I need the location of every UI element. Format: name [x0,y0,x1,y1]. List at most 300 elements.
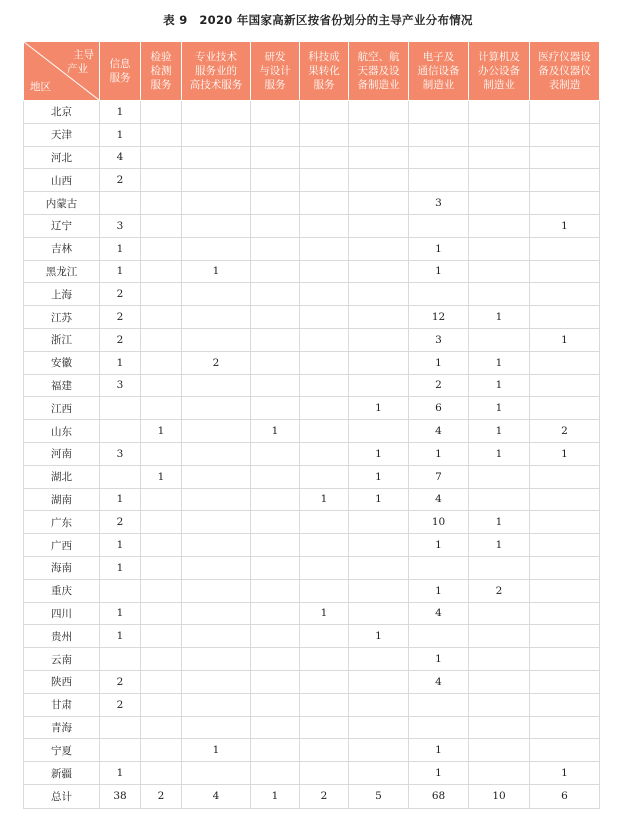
value-cell [141,306,182,329]
value-cell [251,488,300,511]
province-cell: 宁夏 [24,739,100,762]
total-row [24,784,600,808]
value-cell: 68 [409,784,469,808]
value-cell [469,762,530,785]
value-cell [141,556,182,579]
value-cell [251,374,300,397]
value-cell: 2 [100,169,141,192]
value-cell [251,670,300,693]
value-cell [141,214,182,237]
value-cell: 1 [141,420,182,443]
value-cell [251,556,300,579]
value-cell: 1 [100,237,141,260]
province-cell: 陕西 [24,670,100,693]
value-cell [300,420,349,443]
value-cell [349,534,409,557]
table-row [24,625,600,648]
value-cell [300,101,349,124]
value-cell [409,556,469,579]
table-row [24,306,600,329]
value-cell [409,283,469,306]
value-cell: 1 [409,351,469,374]
value-cell [141,192,182,215]
value-cell [141,328,182,351]
value-cell [251,534,300,557]
value-cell: 7 [409,465,469,488]
value-cell [251,283,300,306]
value-cell: 1 [349,442,409,465]
value-cell [300,283,349,306]
corner-industry-label [67,48,94,76]
column-header-line: 服务 [150,79,172,91]
value-cell: 38 [100,784,141,808]
value-cell [251,739,300,762]
value-cell [469,488,530,511]
value-cell [530,670,600,693]
table-row [24,420,600,443]
value-cell [251,169,300,192]
value-cell [349,374,409,397]
corner-industry-line2: 产业 [67,63,88,75]
value-cell [182,101,251,124]
value-cell: 1 [469,534,530,557]
column-header-line: 制造业 [483,79,515,91]
value-cell: 10 [469,784,530,808]
total-label: 总计 [24,784,100,808]
value-cell [349,306,409,329]
province-cell: 天津 [24,123,100,146]
value-cell: 1 [409,739,469,762]
value-cell [300,693,349,716]
value-cell: 2 [182,351,251,374]
table-row [24,602,600,625]
value-cell: 1 [100,556,141,579]
column-header-line: 制造业 [422,79,455,91]
value-cell: 4 [182,784,251,808]
table-row [24,169,600,192]
value-cell [182,123,251,146]
value-cell [530,511,600,534]
value-cell: 1 [469,442,530,465]
value-cell: 1 [469,374,530,397]
value-cell [469,648,530,671]
value-cell [349,670,409,693]
value-cell: 1 [300,602,349,625]
value-cell [300,397,349,420]
value-cell [141,648,182,671]
value-cell [251,625,300,648]
corner-region-label: 地区 [30,81,51,93]
value-cell [530,602,600,625]
value-cell: 12 [409,306,469,329]
value-cell [182,237,251,260]
column-header-6 [409,42,469,101]
table-row [24,488,600,511]
value-cell [141,762,182,785]
value-cell [100,579,141,602]
value-cell [251,397,300,420]
value-cell: 1 [349,397,409,420]
value-cell: 1 [469,420,530,443]
value-cell [530,146,600,169]
value-cell [349,101,409,124]
table-row [24,693,600,716]
value-cell [100,739,141,762]
table-row [24,648,600,671]
value-cell: 1 [530,214,600,237]
value-cell [300,192,349,215]
value-cell [141,260,182,283]
value-cell [251,306,300,329]
value-cell [300,534,349,557]
table-row [24,739,600,762]
value-cell [251,693,300,716]
value-cell [469,716,530,739]
value-cell: 3 [100,374,141,397]
value-cell [141,146,182,169]
value-cell [251,237,300,260]
value-cell: 2 [100,511,141,534]
value-cell [141,397,182,420]
value-cell: 1 [409,534,469,557]
value-cell [141,693,182,716]
table-row [24,123,600,146]
table-row [24,260,600,283]
value-cell [141,351,182,374]
province-cell: 黑龙江 [24,260,100,283]
column-header-2 [182,42,251,101]
corner-industry-line1: 主导 [73,49,94,61]
value-cell [182,693,251,716]
value-cell: 1 [182,260,251,283]
province-cell: 浙江 [24,328,100,351]
value-cell: 1 [100,602,141,625]
value-cell [251,101,300,124]
value-cell [141,374,182,397]
value-cell [141,739,182,762]
value-cell [530,101,600,124]
value-cell [100,716,141,739]
value-cell [300,306,349,329]
column-header-4 [300,42,349,101]
value-cell [349,648,409,671]
value-cell [300,442,349,465]
value-cell [409,169,469,192]
province-cell: 贵州 [24,625,100,648]
value-cell [409,693,469,716]
province-cell: 湖南 [24,488,100,511]
value-cell [100,648,141,671]
value-cell [100,397,141,420]
value-cell [349,260,409,283]
value-cell [182,670,251,693]
province-cell: 安徽 [24,351,100,374]
province-cell: 江苏 [24,306,100,329]
value-cell: 1 [100,534,141,557]
value-cell [469,123,530,146]
province-cell: 甘肃 [24,693,100,716]
value-cell [349,579,409,602]
value-cell [300,146,349,169]
value-cell [251,465,300,488]
value-cell [251,123,300,146]
province-cell: 河南 [24,442,100,465]
table-row [24,442,600,465]
value-cell [530,283,600,306]
value-cell: 3 [100,442,141,465]
value-cell [251,146,300,169]
value-cell [300,328,349,351]
value-cell: 1 [251,420,300,443]
column-header-line: 表制造 [548,79,581,91]
value-cell [530,374,600,397]
value-cell [409,146,469,169]
value-cell [530,625,600,648]
column-header-line: 服务 [109,72,131,84]
value-cell [182,306,251,329]
table-row [24,283,600,306]
province-cell: 内蒙古 [24,192,100,215]
value-cell [409,625,469,648]
value-cell: 5 [349,784,409,808]
value-cell [300,260,349,283]
table-row [24,237,600,260]
value-cell: 2 [100,670,141,693]
value-cell: 1 [300,488,349,511]
value-cell [141,283,182,306]
value-cell [141,488,182,511]
value-cell [469,625,530,648]
value-cell: 1 [100,625,141,648]
value-cell: 6 [530,784,600,808]
value-cell: 10 [409,511,469,534]
corner-header-cell [24,42,100,101]
table-row [24,214,600,237]
value-cell [141,442,182,465]
value-cell [300,169,349,192]
value-cell [530,260,600,283]
value-cell [182,146,251,169]
value-cell [469,670,530,693]
value-cell [469,214,530,237]
value-cell: 1 [100,123,141,146]
value-cell [182,214,251,237]
column-header-5 [349,42,409,101]
value-cell [100,465,141,488]
value-cell: 1 [409,237,469,260]
value-cell [469,101,530,124]
value-cell [349,214,409,237]
value-cell [300,762,349,785]
province-cell: 湖北 [24,465,100,488]
value-cell [251,648,300,671]
value-cell [100,420,141,443]
value-cell [141,169,182,192]
value-cell: 1 [409,260,469,283]
province-cell: 北京 [24,101,100,124]
value-cell [182,511,251,534]
value-cell [300,465,349,488]
value-cell [182,442,251,465]
column-header-line: 天器及设 [357,65,400,77]
column-header-line: 研发 [264,51,286,63]
value-cell: 1 [349,488,409,511]
value-cell: 1 [409,442,469,465]
value-cell [349,762,409,785]
value-cell [530,579,600,602]
value-cell: 1 [530,328,600,351]
column-header-3 [251,42,300,101]
value-cell [141,237,182,260]
value-cell: 6 [409,397,469,420]
value-cell: 3 [409,328,469,351]
province-cell: 四川 [24,602,100,625]
table-row [24,101,600,124]
value-cell [530,534,600,557]
value-cell [349,602,409,625]
value-cell: 2 [300,784,349,808]
value-cell: 1 [251,784,300,808]
value-cell [349,556,409,579]
value-cell [349,237,409,260]
value-cell [141,716,182,739]
value-cell [251,214,300,237]
value-cell: 4 [409,488,469,511]
column-header-line: 服务 [313,79,335,91]
province-cell: 江西 [24,397,100,420]
value-cell [409,716,469,739]
table-row [24,146,600,169]
value-cell [182,374,251,397]
value-cell: 4 [409,670,469,693]
value-cell: 1 [469,306,530,329]
value-cell: 1 [100,762,141,785]
value-cell [530,192,600,215]
value-cell [469,328,530,351]
value-cell [182,488,251,511]
value-cell [469,192,530,215]
value-cell [251,328,300,351]
value-cell [182,192,251,215]
column-header-line: 医疗仪器设 [538,51,591,63]
column-header-line: 备制造业 [357,79,400,91]
value-cell: 1 [349,625,409,648]
column-header-line: 检测 [150,65,172,77]
value-cell [530,397,600,420]
value-cell: 1 [349,465,409,488]
column-header-line: 检验 [150,51,172,63]
value-cell [349,739,409,762]
province-cell: 重庆 [24,579,100,602]
value-cell: 4 [100,146,141,169]
province-cell: 山西 [24,169,100,192]
value-cell [141,670,182,693]
table-row [24,374,600,397]
value-cell [469,602,530,625]
value-cell [469,739,530,762]
table-title: 表 9 2020 年国家高新区按省份划分的主导产业分布情况 [163,13,473,27]
value-cell [251,716,300,739]
column-header-line: 高技术服务 [189,79,243,91]
table-body [24,101,600,809]
value-cell [141,602,182,625]
value-cell [409,214,469,237]
value-cell: 3 [409,192,469,215]
value-cell [469,237,530,260]
value-cell [469,169,530,192]
value-cell [469,693,530,716]
column-header-line: 办公设备 [478,65,520,77]
value-cell [349,511,409,534]
column-header-line: 科技成 [308,51,340,63]
value-cell [300,648,349,671]
value-cell [530,351,600,374]
province-cell: 吉林 [24,237,100,260]
value-cell [141,534,182,557]
column-header-0 [100,42,141,101]
value-cell [300,739,349,762]
column-header-line: 信息 [109,58,131,70]
value-cell [530,306,600,329]
column-header-line: 服务业的 [195,65,237,77]
column-header-line: 航空、航 [357,51,400,63]
value-cell [530,556,600,579]
value-cell [349,420,409,443]
province-cell: 广东 [24,511,100,534]
value-cell [141,101,182,124]
value-cell: 1 [409,648,469,671]
column-header-line: 果转化 [308,65,340,77]
value-cell: 2 [100,328,141,351]
column-header-line: 计算机及 [478,51,520,63]
value-cell: 1 [469,397,530,420]
value-cell: 2 [530,420,600,443]
value-cell [182,328,251,351]
table-row [24,556,600,579]
province-cell: 福建 [24,374,100,397]
value-cell [251,260,300,283]
value-cell: 2 [100,693,141,716]
value-cell [141,123,182,146]
province-cell: 辽宁 [24,214,100,237]
value-cell [300,214,349,237]
value-cell [469,283,530,306]
value-cell [530,648,600,671]
column-header-line: 备及仪器仪 [538,65,591,77]
value-cell [349,123,409,146]
value-cell [182,762,251,785]
value-cell: 2 [100,306,141,329]
value-cell [349,693,409,716]
column-header-line: 电子及 [422,51,455,63]
value-cell: 1 [100,351,141,374]
value-cell [182,648,251,671]
value-cell [300,237,349,260]
value-cell [251,192,300,215]
value-cell: 1 [409,579,469,602]
value-cell [300,556,349,579]
value-cell [349,351,409,374]
value-cell [409,123,469,146]
value-cell [182,534,251,557]
value-cell [251,442,300,465]
table-row [24,534,600,557]
province-cell: 上海 [24,283,100,306]
value-cell: 2 [469,579,530,602]
value-cell [300,123,349,146]
value-cell: 1 [469,511,530,534]
value-cell [300,351,349,374]
